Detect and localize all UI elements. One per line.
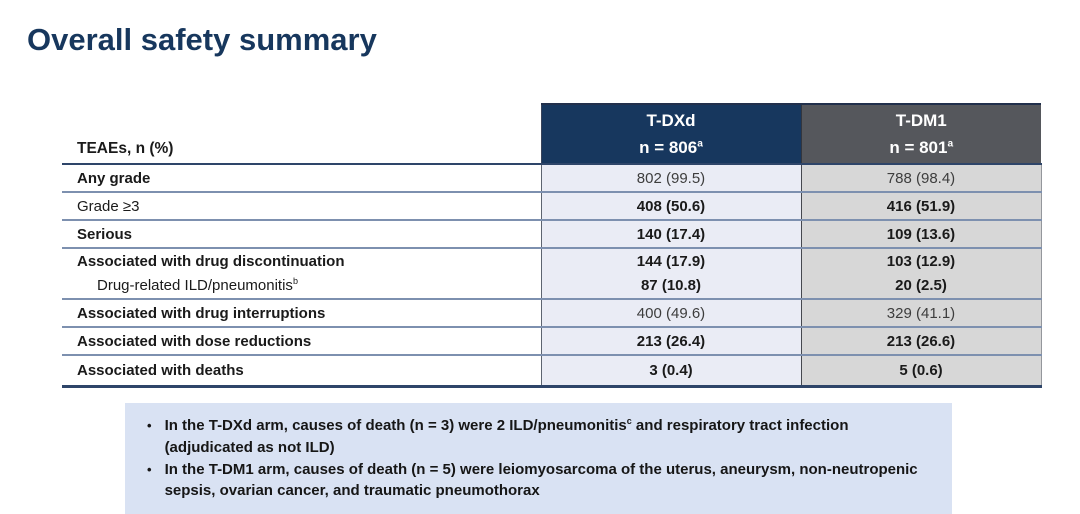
- tdxd-n-label: $n = 806^a$: [639, 138, 703, 157]
- row-label: Any grade: [62, 164, 541, 192]
- tdxd-arm-name: T-DXd: [646, 110, 696, 130]
- tdxd-value: 144 (17.9) 87 (10.8): [541, 248, 801, 299]
- row-label: Associated with dose reductions: [62, 327, 541, 355]
- row-label: [62, 248, 541, 299]
- safety-summary-table: [62, 103, 1042, 388]
- tdm1-value: 103 (12.9) 20 (2.5): [801, 248, 1041, 299]
- tdxd-value: 213 (26.4): [541, 327, 801, 355]
- table-header-row: [62, 104, 1041, 164]
- footnote-marker-c: c: [626, 416, 632, 426]
- table-row-deaths: [62, 355, 1041, 386]
- table-row-interruptions: [62, 299, 1041, 327]
- row-label-main: Associated with drug discontinuation: [77, 253, 345, 270]
- tdm1-value: 329 (41.1): [801, 299, 1041, 327]
- tdm1-value: 109 (13.6): [801, 220, 1041, 248]
- tdm1-value: 5 (0.6): [801, 355, 1041, 386]
- tdxd-value: 3 (0.4): [541, 355, 801, 386]
- footnote-marker-a: a: [947, 138, 954, 150]
- footnote-marker-b: b: [292, 276, 298, 286]
- footnote-marker-a: a: [697, 138, 703, 150]
- note-text: In the T-DM1 arm, causes of death (n = 5) were leiomyosarcoma of the uterus, aneurysm, non-neutropenic sepsis, ovarian cancer, and traumatic pneumothorax: [164, 460, 918, 500]
- tdm1-arm-name: T-DM1: [895, 110, 947, 130]
- table-row-grade-ge3: [62, 192, 1041, 220]
- row-label: Associated with drug interruptions: [62, 299, 541, 327]
- tdxd-value: 140 (17.4): [541, 220, 801, 248]
- column-header-tdxd: [541, 104, 801, 164]
- tdm1-value: 416 (51.9): [801, 192, 1041, 220]
- column-header-tdm1: [801, 104, 1041, 164]
- row-label: Grade ≥3: [62, 192, 541, 220]
- page-title: Overall safety summary: [27, 22, 377, 57]
- row-label: Serious: [62, 220, 541, 248]
- table-row-serious: [62, 220, 1041, 248]
- table-row-any-grade: [62, 164, 1041, 192]
- row-label-sub: Drug-related ILD/pneumonitis$^b$: [97, 276, 298, 294]
- bullet-icon: •: [147, 418, 152, 433]
- row-label: Associated with deaths: [62, 355, 541, 386]
- tdm1-value: 788 (98.4): [801, 164, 1041, 192]
- tdm1-n-label: $n = 801^a$: [889, 138, 954, 157]
- note-tdm1-deaths: [147, 459, 934, 503]
- tdxd-value: 408 (50.6): [541, 192, 801, 220]
- note-text: In the T-DXd arm, causes of death (n = 3) were 2 ILD/pneumonitis$^c$ and respiratory tract infection (adjudicated as not ILD): [164, 416, 849, 456]
- tdxd-value: 400 (49.6): [541, 299, 801, 327]
- tdm1-value: 213 (26.6): [801, 327, 1041, 355]
- row-header-label: TEAEs, n (%): [62, 104, 541, 164]
- table-row-dose-reductions: [62, 327, 1041, 355]
- tdxd-value: 802 (99.5): [541, 164, 801, 192]
- bullet-icon: •: [147, 461, 152, 477]
- note-tdxd-deaths: [147, 415, 934, 459]
- table-row-discontinuation: [62, 248, 1041, 299]
- deaths-notes-box: [125, 403, 952, 514]
